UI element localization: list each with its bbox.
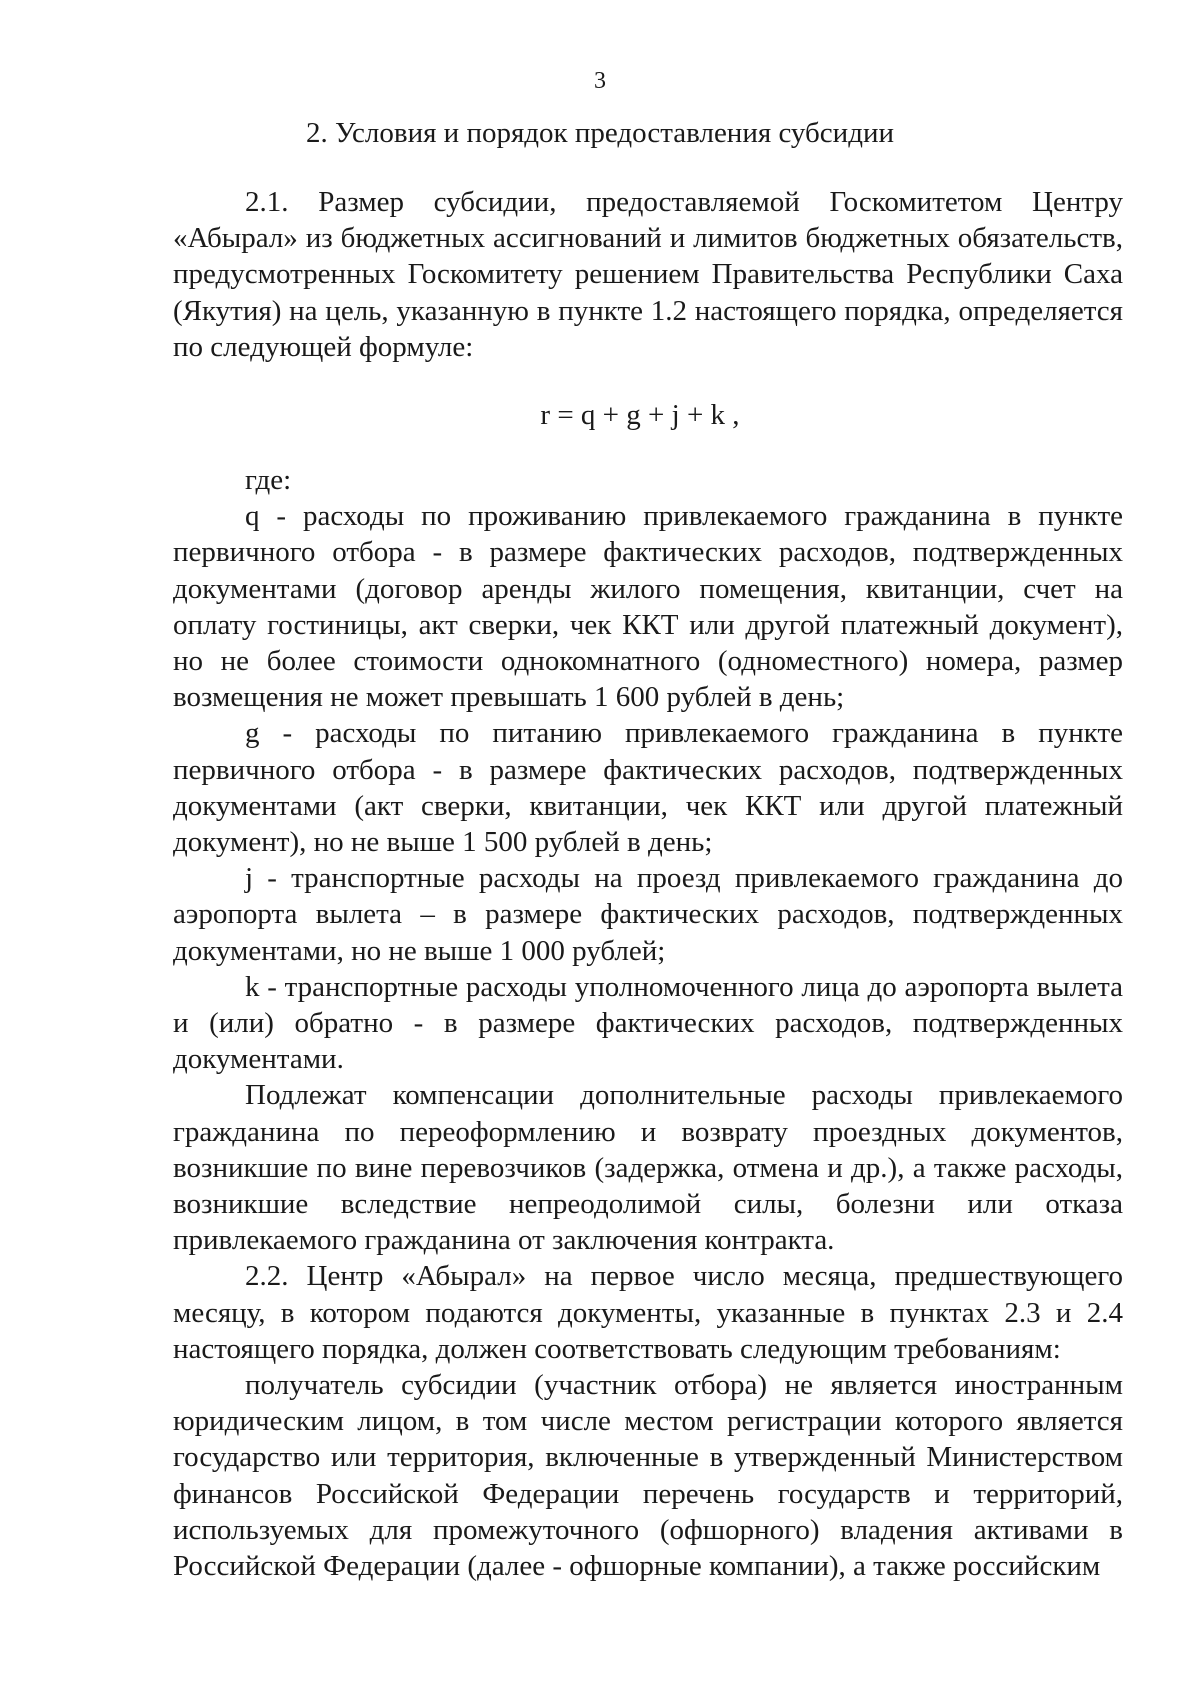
page-number: 3 [594,68,606,94]
section-body-main [173,462,1123,1584]
paragraph-2-2: 2.2. Центр «Абырал» на первое число месяца, предшествующего месяцу, в котором подаются документы, указанные в пунктах 2.3 и 2.4 настоящего порядка, должен соответствовать следующим требованиям: [173,1260,1123,1365]
section-body-top [173,184,1123,365]
compensation-paragraph: Подлежат компенсации дополнительные расходы привлекаемого гражданина по переоформлению и возврату проездных документов, возникшие по вине перевозчиков (задержка, отмена и др.), а также расходы, возникшие вследствие непреодолимой силы, болезни или отказа привлекаемого гражданина от заключения контракта. [173,1079,1123,1257]
section-title: 2. Условия и порядок предоставления субсидии [305,117,894,149]
definition-j: j - транспортные расходы на проезд привлекаемого гражданина до аэропорта вылета – в размере фактических расходов, подтвержденных документами, но не выше 1 000 рублей; [173,862,1123,967]
formula: r = q + g + j + k , [540,399,740,431]
definition-k: k - транспортные расходы уполномоченного лица до аэропорта вылета и (или) обратно - в размере фактических расходов, подтвержденных документами. [173,970,1123,1076]
definition-g: g - расходы по питанию привлекаемого гражданина в пункте первичного отбора - в размере фактических расходов, подтвержденных документами (акт сверки, квитанции, чек ККТ или другой платежный документ), но не выше 1 500 рублей в день; [173,717,1123,859]
where-label: где: [245,464,292,496]
paragraph-2-1: 2.1. Размер субсидии, предоставляемой Госкомитетом Центру «Абырал» из бюджетных ассигнований и лимитов бюджетных обязательств, предусмотренных Госкомитету решением Правительства Республики Саха (Якутия) на цель, указанную в пункте 1.2 настоящего порядка, определяется по следующей формуле: [173,186,1123,363]
definition-q: q - расходы по проживанию привлекаемого гражданина в пункте первичного отбора - в размере фактических расходов, подтвержденных документами (договор аренды жилого помещения, квитанции, счет на оплату гостиницы, акт сверки, чек ККТ или другой платежный документ), но не более стоимости однокомнатного (одноместного) номера, размер возмещения не может превышать 1 600 рублей в день; [173,500,1123,714]
requirement-paragraph: получатель субсидии (участник отбора) не является иностранным юридическим лицом, в том числе местом регистрации которого является государство или территория, включенные в утвержденный Министерством финансов Российской Федерации перечень государств и территорий, используемых для промежуточного (офшорного) владения активами в Российской Федерации (далее - офшорные компании), а также российским [173,1369,1123,1583]
